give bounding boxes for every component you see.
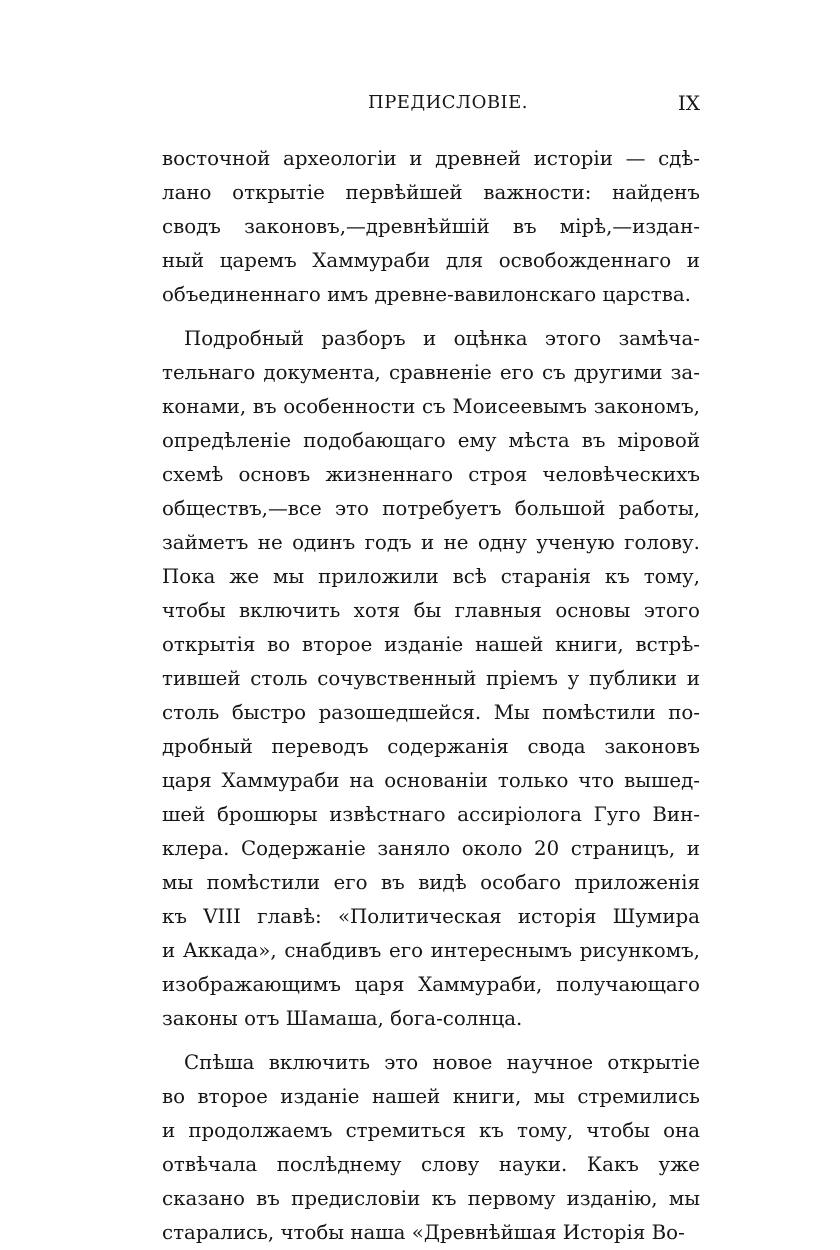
text-line: обществъ,—все это потребуетъ большой работы, (162, 497, 700, 520)
text-line: сказано въ предисловіи къ первому изданію, мы (162, 1187, 700, 1210)
text-line: столь быстро разошедшейся. Мы помѣстили по- (162, 701, 700, 724)
text-line: тельнаго документа, сравненіе его съ другими за- (162, 361, 700, 384)
text-line: схемѣ основъ жизненнаго строя человѣческихъ (162, 463, 700, 486)
text-line: мы помѣстили его въ видѣ особаго приложенія (162, 871, 700, 894)
text-line: Спѣша включить это новое научное открытіе (184, 1051, 700, 1074)
text-line: изображающимъ царя Хаммураби, получающаго (162, 973, 700, 996)
text-line: дробный переводъ содержанія свода законовъ (162, 735, 700, 758)
text-line: чтобы включить хотя бы главныя основы этого (162, 599, 700, 622)
text-line: царя Хаммураби на основаніи только что вышед- (162, 769, 700, 792)
text-line: законы отъ Шамаша, бога-солнца. (162, 1007, 523, 1030)
text-line: Подробный разборъ и оцѣнка этого замѣча- (184, 327, 700, 350)
text-line: старались, чтобы наша «Древнѣйшая Исторія Во- (162, 1221, 685, 1244)
paragraph (162, 322, 700, 1036)
text-line: тившей столь сочувственный пріемъ у публики и (162, 667, 700, 690)
paragraph (162, 142, 700, 312)
paragraph (162, 1046, 700, 1250)
text-line: опредѣленіе подобающаго ему мѣста въ міровой (162, 429, 700, 452)
text-line: объединеннаго имъ древне-вавилонскаго царства. (162, 283, 691, 306)
paragraph-gap (162, 1036, 700, 1046)
text-line: лано открытіе первѣйшей важности: найденъ (162, 181, 700, 204)
text-line: ный царемъ Хаммураби для освобожденнаго и (162, 249, 700, 272)
page-number: IX (677, 91, 700, 115)
paragraph-gap (162, 312, 700, 322)
text-line: шей брошюры извѣстнаго ассиріолога Гуго Вин- (162, 803, 700, 826)
text-line: открытія во второе изданіе нашей книги, встрѣ- (162, 633, 700, 656)
body-text (162, 142, 700, 1250)
text-line: клера. Содержаніе заняло около 20 страницъ, и (162, 837, 700, 860)
text-line: къ VIII главѣ: «Политическая исторія Шумира (162, 905, 700, 928)
text-line: Пока же мы приложили всѣ старанія къ тому, (162, 565, 700, 588)
text-line: восточной археологіи и древней исторіи — сдѣ- (162, 147, 700, 170)
running-title: ПРЕДИСЛОВІЕ. (368, 92, 529, 113)
running-head (162, 88, 700, 118)
text-line: отвѣчала послѣднему слову науки. Какъ уже (162, 1153, 700, 1176)
text-line: во второе изданіе нашей книги, мы стремились (162, 1085, 700, 1108)
text-line: и Аккада», снабдивъ его интереснымъ рисункомъ, (162, 939, 700, 962)
text-line: конами, въ особенности съ Моисеевымъ закономъ, (162, 395, 700, 418)
text-line: займетъ не одинъ годъ и не одну ученую голову. (162, 531, 700, 554)
text-line: сводъ законовъ,—древнѣйшій въ мірѣ,—издан- (162, 215, 700, 238)
text-line: и продолжаемъ стремиться къ тому, чтобы она (162, 1119, 700, 1142)
